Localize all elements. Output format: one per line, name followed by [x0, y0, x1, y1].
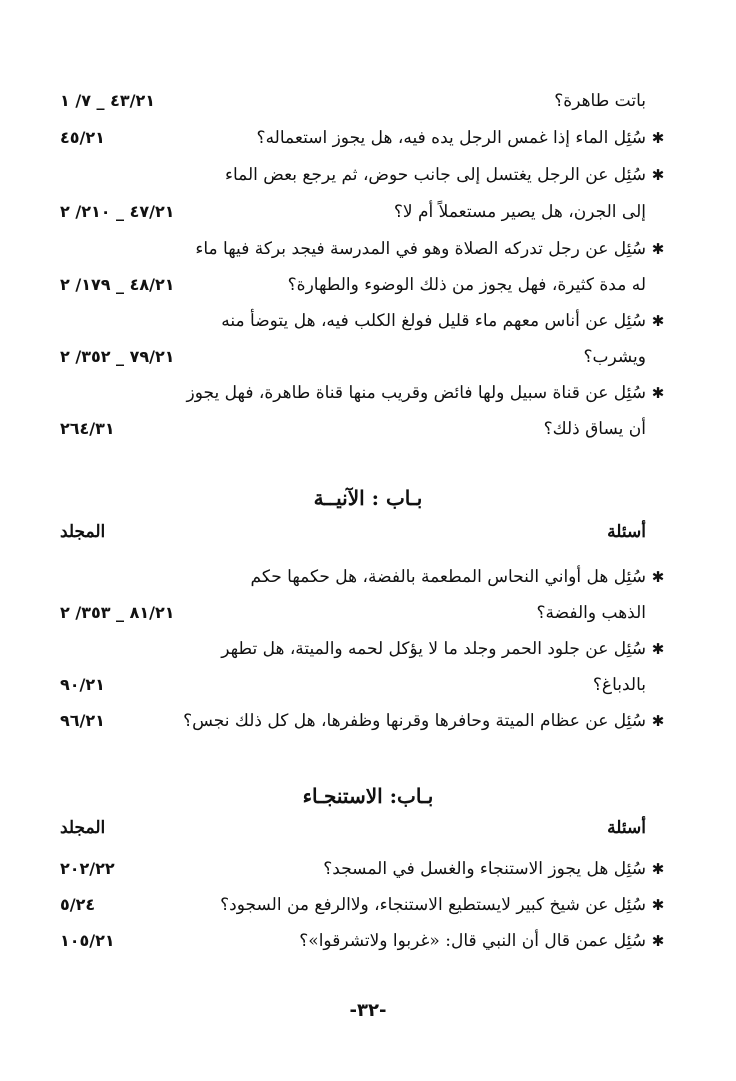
entry-line — [60, 121, 670, 155]
bullet-star-icon: ✱ — [651, 860, 665, 878]
bullet-star-icon: ✱ — [651, 932, 665, 950]
bullet-star-icon: ✱ — [651, 312, 665, 330]
bullet-star-icon: ✱ — [651, 896, 665, 914]
volume-reference: ٨١/٢١ _ ٣٥٣/ ٢ — [60, 603, 175, 622]
volume-reference: ٥/٢٤ — [60, 895, 96, 914]
entry-line — [60, 888, 670, 922]
question-text: سُئِل عن أناس معهم ماء قليل فولغ الكلب فيه، هل يتوضأ منه — [221, 311, 646, 331]
volume-reference: ٤٨/٢١ _ ١٧٩/ ٢ — [60, 275, 175, 294]
question-text: سُئِل هل أواني النحاس المطعمة بالفضة، هل حكمها حكم — [250, 567, 646, 587]
column-header-volume: المجلد — [60, 522, 106, 542]
entry-line — [60, 632, 670, 666]
volume-reference: ٢٠٢/٢٢ — [60, 859, 115, 878]
entry-line — [60, 596, 670, 630]
entry-line — [60, 376, 670, 410]
section-heading: بـاب: الاستنجـاء — [302, 784, 434, 808]
entry-line — [60, 340, 670, 374]
question-text: سُئِل عن رجل تدركه الصلاة وهو في المدرسة فيجد بركة فيها ماء — [195, 239, 646, 259]
bullet-star-icon: ✱ — [651, 568, 665, 586]
entry-line — [60, 852, 670, 886]
bullet-star-icon: ✱ — [651, 640, 665, 658]
question-text: سُئِل الماء إذا غمس الرجل يده فيه، هل يجوز استعماله؟ — [256, 128, 646, 148]
page-number: -٣٢- — [349, 1000, 387, 1021]
column-header-volume: المجلد — [60, 818, 106, 838]
question-text: بالدباغ؟ — [592, 675, 646, 695]
entry-line — [60, 158, 670, 192]
section-heading: بـاب : الآنيــة — [313, 486, 423, 510]
volume-reference: ١٠٥/٢١ — [60, 931, 115, 950]
bullet-star-icon: ✱ — [651, 240, 665, 258]
bullet-star-icon: ✱ — [651, 712, 665, 730]
volume-reference: ٤٣/٢١ _ ٧/ ١ — [60, 91, 155, 110]
entry-line — [60, 704, 670, 738]
column-header-questions: أسئلة — [607, 522, 646, 542]
entry-line — [60, 304, 670, 338]
question-text: سُئِل هل يجوز الاستنجاء والغسل في المسجد؟ — [323, 859, 646, 879]
question-text: سُئِل عن عظام الميتة وحافرها وقرنها وظفرها، هل كل ذلك نجس؟ — [183, 711, 646, 731]
question-text: أن يساق ذلك؟ — [543, 419, 646, 439]
column-header-questions: أسئلة — [607, 818, 646, 838]
question-text: سُئِل عمن قال أن النبي قال: «غربوا ولاتشرقوا»؟ — [299, 931, 646, 951]
question-text: سُئِل عن جلود الحمر وجلد ما لا يؤكل لحمه والميتة، هل تطهر — [221, 639, 646, 659]
entry-line — [60, 924, 670, 958]
bullet-star-icon: ✱ — [651, 129, 665, 147]
volume-reference: ٤٧/٢١ _ ٢١٠/ ٢ — [60, 202, 175, 221]
volume-reference: ٢٦٤/٣١ — [60, 419, 115, 438]
entry-line — [60, 668, 670, 702]
question-text: ويشرب؟ — [583, 347, 646, 367]
question-text: سُئِل عن قناة سبيل ولها فائض وقريب منها قناة طاهرة، فهل يجوز — [186, 383, 646, 403]
question-text: سُئِل عن شيخ كبير لايستطيع الاستنجاء، ولاالرفع من السجود؟ — [220, 895, 646, 915]
volume-reference: ٩٠/٢١ — [60, 675, 105, 694]
question-text: سُئِل عن الرجل يغتسل إلى جانب حوض، ثم يرجع بعض الماء — [224, 165, 646, 185]
bullet-star-icon: ✱ — [651, 384, 665, 402]
question-text: له مدة كثيرة، فهل يجوز من ذلك الوضوء والطهارة؟ — [287, 275, 646, 295]
entry-line — [60, 232, 670, 266]
question-text: إلى الجرن، هل يصير مستعملاً أم لا؟ — [393, 202, 646, 222]
volume-reference: ٤٥/٢١ — [60, 128, 105, 147]
entry-line — [60, 84, 670, 118]
entry-line — [60, 195, 670, 229]
bullet-star-icon: ✱ — [651, 166, 665, 184]
entry-line — [60, 268, 670, 302]
entry-line — [60, 560, 670, 594]
entry-line — [60, 412, 670, 446]
question-text: باتت طاهرة؟ — [554, 91, 646, 111]
volume-reference: ٧٩/٢١ _ ٣٥٢/ ٢ — [60, 347, 175, 366]
volume-reference: ٩٦/٢١ — [60, 711, 105, 730]
question-text: الذهب والفضة؟ — [536, 603, 646, 623]
